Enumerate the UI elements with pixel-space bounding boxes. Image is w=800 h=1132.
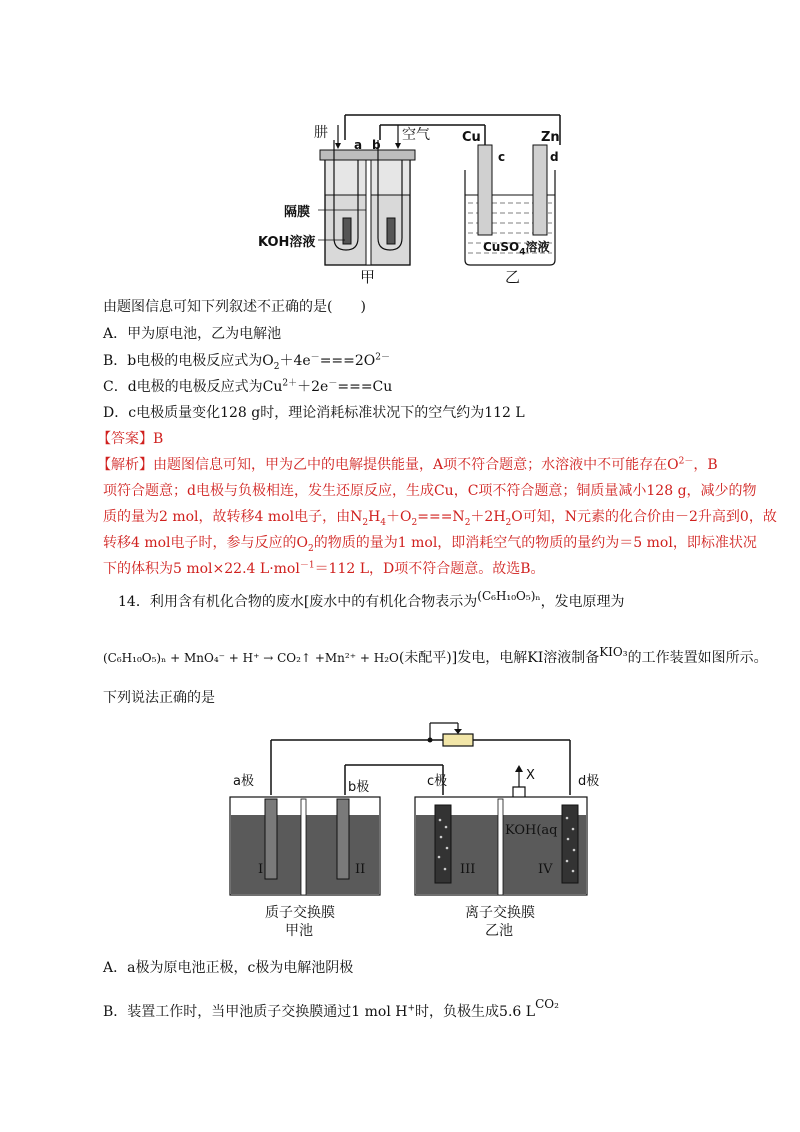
fig2-label-i: I [258, 862, 264, 877]
fig1-label-c: c [498, 150, 506, 164]
fig2-label-iii: III [460, 862, 476, 877]
fig2-label-pem: 质子交换膜 [265, 905, 335, 921]
q13-option-d: D．c电极质量变化128 g时，理论消耗标准状况下的空气约为112 L [103, 405, 525, 421]
q13-analysis-line-2: 项符合题意；d电极与负极相连，发生还原反应，生成Cu，C项不符合题意；铜质量减小128 g，减少的物 [103, 483, 757, 499]
q14-option-b: B．装置工作时，当甲池质子交换膜通过1 mol H+时，负极生成5.6 LCO₂ [103, 997, 559, 1020]
fig2-label-c-pole: c极 [427, 774, 448, 789]
q13-option-b: B．b电极的电极反应式为$O_2+4e^-===2O^{2-}$ [103, 352, 390, 372]
fig1-label-koh: KOH溶液 [258, 235, 316, 250]
q13-stem: 由题图信息可知下列叙述不正确的是( ) [103, 299, 366, 315]
fig2-label-b-pole: b极 [348, 780, 370, 795]
q13-analysis-line-5: 下的体积为5 mol×22.4 L·mol$^{-1}$＝112 L，D项不符合题意。故选B。 [103, 560, 545, 577]
q14-option-a: A．a极为原电池正极，c极为电解池阴极 [103, 960, 354, 976]
fig1-label-hydrazine: 肼 [314, 125, 328, 141]
q13-analysis-line-3: 质的量为2 mol，故转移4 mol电子，由$N_2H_4+O_2===N_2+2H_2O$可知，N元素的化合价由－2升高到0，故 [103, 509, 777, 528]
q13-analysis-line-1: 【解析】由题图信息可知，甲为乙中的电解提供能量，A项不符合题意；水溶液中不可能存在$O^{2-}$，B [97, 456, 718, 473]
fig2-label-iv: IV [538, 862, 553, 877]
fig1-label-cuso4: CuSO$_4$溶液 [483, 240, 550, 258]
fig1-label-zn: Zn [541, 130, 560, 145]
fig1-label-yi: 乙 [505, 268, 521, 286]
q14-line-1: 14．利用含有机化合物的废水[废水中的有机化合物表示为(C₆H₁₀O₅)ₙ，发电原理为 [118, 589, 625, 610]
q13-answer: 【答案】B [97, 431, 164, 447]
fig1-label-membrane: 隔膜 [284, 205, 311, 220]
fig2-label-x: X [526, 768, 535, 783]
fig2-label-iem: 离子交换膜 [465, 905, 535, 921]
fig1-label-cu: Cu [462, 130, 481, 145]
q13-analysis-line-4: 转移4 mol电子时，参与反应的$O_2$的物质的量为1 mol，即消耗空气的物质的量约为＝5 mol，即标准状况 [103, 535, 757, 554]
fig2-label-a-pole: a极 [233, 774, 254, 789]
fig1-label-b: b [372, 138, 381, 152]
q13-option-c: C．d电极的电极反应式为$Cu^{2+}+2e^-===Cu$ [103, 378, 393, 395]
q13-option-a: A．甲为原电池，乙为电解池 [103, 326, 282, 342]
q14-line-3: 下列说法正确的是 [103, 690, 215, 706]
q14-line-2: (C₆H₁₀O₅)ₙ + MnO₄⁻ + H⁺ → CO₂↑ +Mn²⁺ + H₂O(未配平)]发电，电解KI溶液制备KIO₃的工作装置如图所示。 [103, 645, 768, 666]
fig2-label-jia: 甲池 [285, 923, 313, 939]
fig1-label-air: 空气 [402, 127, 430, 143]
fig1-label-a: a [354, 138, 363, 152]
fig2-label-d-pole: d极 [578, 774, 600, 789]
fig2-label-yi: 乙池 [485, 923, 513, 939]
fig2-label-ii: II [355, 862, 366, 877]
fig1-label-d: d [550, 150, 559, 164]
fig1-label-jia: 甲 [360, 268, 376, 286]
fig2-label-koh: KOH(aq [505, 823, 558, 838]
